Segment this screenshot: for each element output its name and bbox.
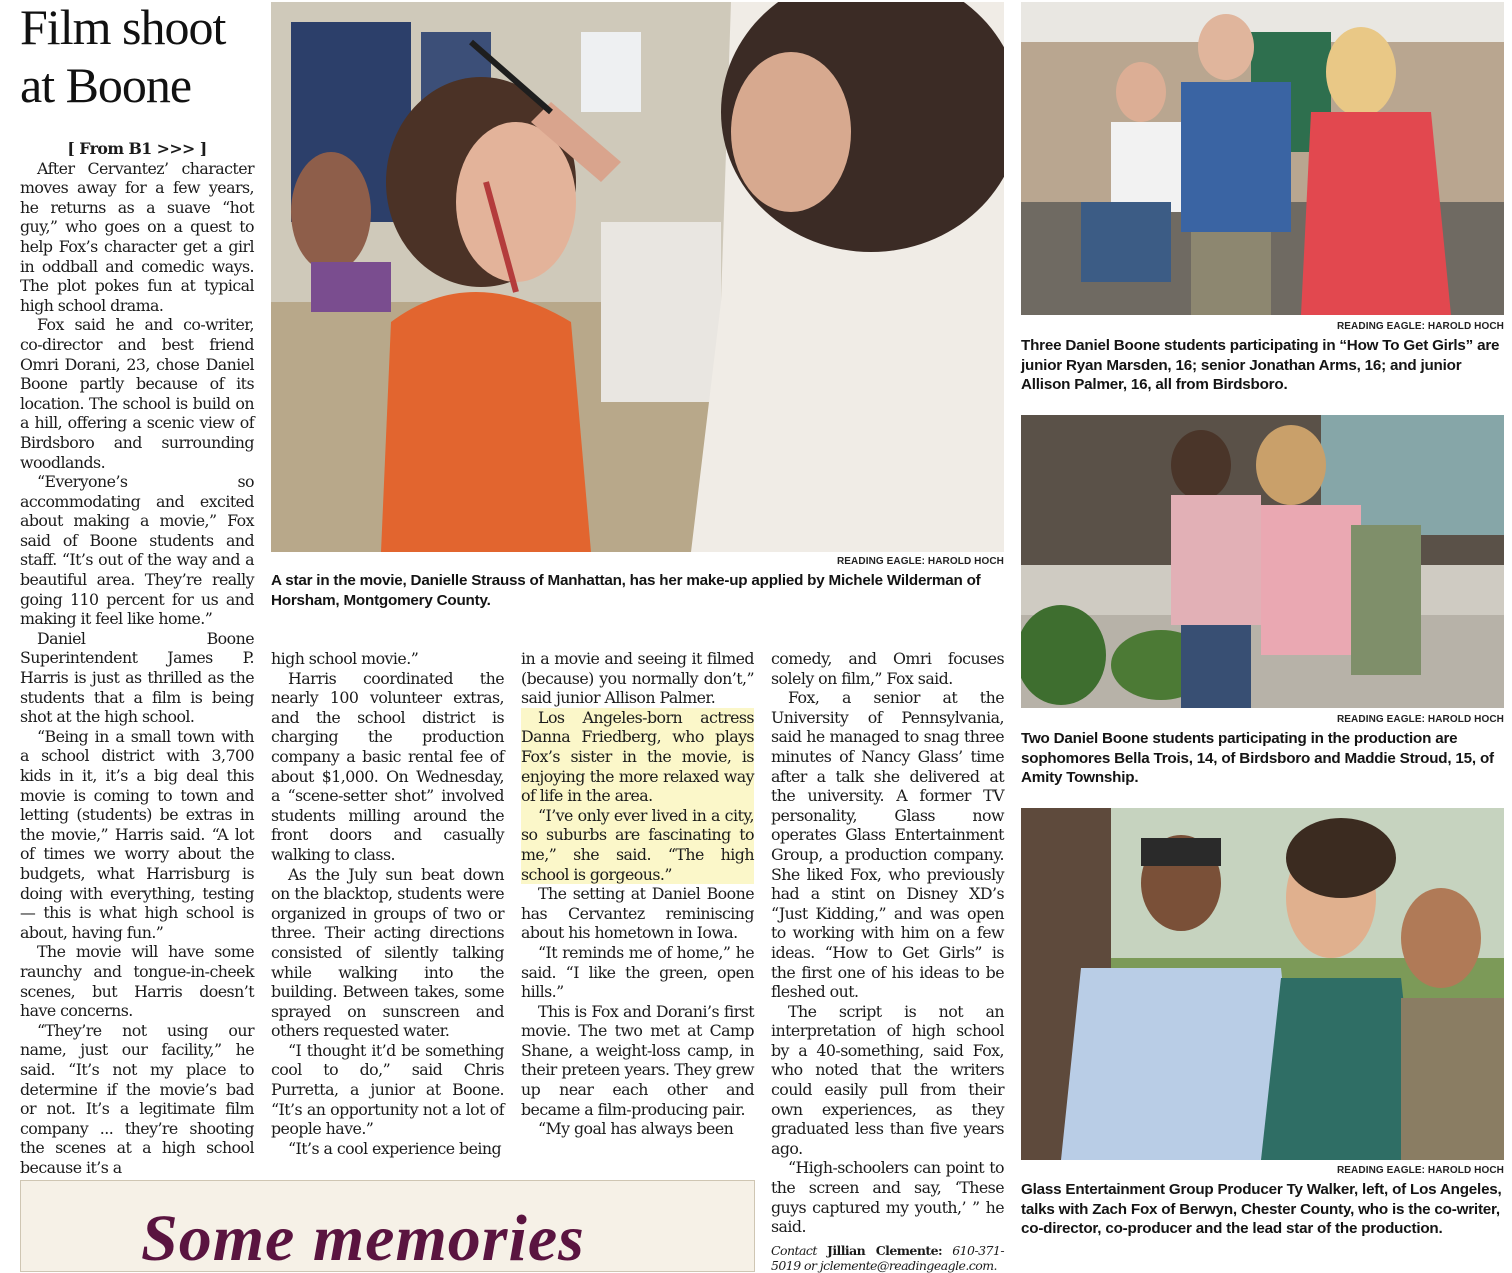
makeup-photo: [271, 2, 1004, 552]
article-column-2: [271, 649, 504, 1158]
paragraph: After Cervantez’ character moves away for a few years, he returns as a suave “hot guy,” who goes on a quest to help Fox’s character get a girl in oddball and comedic ways. The plot pokes fun at typical high school drama.: [20, 158, 254, 315]
paragraph: Daniel Boone Superintendent James P. Harris is just as thrilled as the students that a film is being shot at the high school.: [20, 628, 254, 727]
paragraph: “I thought it’d be something cool to do,” said Chris Purretta, a junior at Boone. “It’s an opportunity not a lot of people have.”: [271, 1040, 504, 1139]
contact-name: Jillian Clemente:: [826, 1242, 943, 1258]
photo-credit: READING EAGLE: HAROLD HOCH: [1336, 1165, 1504, 1176]
paragraph: “Everyone’s so accommodating and excited about making a movie,” Fox said of Boone students and staff. “It’s out of the way and a beautiful area. They’re really going 110 percent for us and making it feel like home.”: [20, 472, 254, 629]
highlighted-quote: [521, 708, 754, 884]
article-column-4: [771, 649, 1004, 1273]
headline: [20, 0, 265, 114]
makeup-photo-image: [271, 2, 1004, 552]
article-column-1: [20, 139, 254, 1177]
paragraph: Fox said he and co-writer, co-director and best friend Omri Dorani, 23, chose Daniel Boone partly because of its location. The school is build on a hill, offering a scenic view of Birdsboro and surrounding woodlands.: [20, 315, 254, 472]
paragraph: “My goal has always been: [538, 1119, 734, 1139]
jump-line: [ From B1 >>> ]: [67, 139, 207, 158]
photo-caption: Three Daniel Boone students participating in “How To Get Girls” are junior Ryan Marsden, 16; senior Jonathan Arms, 16; and junior Allison Palmer, 16, all from Birdsboro.: [1021, 337, 1500, 393]
photo-credit: READING EAGLE: HAROLD HOCH: [836, 556, 1004, 567]
paragraph: As the July sun beat down on the blacktop, students were organized in groups of two or three. Their acting directions consisted of silently talking while walking into the building. Between takes, some sprayed on sunscreen and others requested water.: [271, 864, 504, 1041]
paragraph: This is Fox and Dorani’s first movie. The two met at Camp Shane, a weight-loss camp, in their preteen years. They grew up near each other and became a film-producing pair.: [521, 1001, 754, 1119]
paragraph: The setting at Daniel Boone has Cervantez reminiscing about his hometown in Iowa.: [521, 884, 754, 943]
article-column-3: [521, 649, 754, 1139]
producer-photo: [1021, 808, 1504, 1160]
paragraph: Fox, a senior at the University of Pennsylvania, said he managed to snag three minutes of Nancy Glass’ time after a talk she delivered at the university. A former TV personality, Glass now operates Glass Entertainment Group, a production company. She liked Fox, who previously had a stint on Disney XD’s “Just Kidding,” and was open to working with him on a few ideas. “How to Get Girls” is the first one of his ideas to be fleshed out.: [771, 688, 1004, 1002]
students-photo-2: [1021, 415, 1504, 708]
photo-credit: READING EAGLE: HAROLD HOCH: [1336, 321, 1504, 332]
paragraph: in a movie and seeing it filmed (because) you normally don’t,” said junior Allison Palmer.: [521, 649, 754, 708]
paragraph: The movie will have some raunchy and tongue-in-cheek scenes, but Harris doesn’t have concerns.: [20, 942, 254, 1021]
headline-line-1: Film shoot: [20, 0, 226, 55]
headline-line-2: at Boone: [20, 57, 192, 113]
paragraph: Los Angeles-born actress Danna Friedberg, who plays Fox’s sister in the movie, is enjoying the more relaxed way of life in the area.: [521, 707, 754, 806]
students-photo-2-image: [1021, 415, 1504, 708]
paragraph: “High-schoolers can point to the screen and say, ‘These guys captured my youth,’ ” he said.: [771, 1158, 1004, 1237]
students-photo-1-image: [1021, 2, 1504, 315]
photo-caption: Glass Entertainment Group Producer Ty Walker, left, of Los Angeles, talks with Zach Fox of Berwyn, Chester County, who is the co-writer, co-director, co-producer and the lead star of the production.: [1021, 1181, 1502, 1237]
paragraph: Harris coordinated the nearly 100 volunteer extras, and the school district is charging the production company a basic rental fee of about $1,000. On Wednesday, a “scene-setter shot” involved students milling around the front doors and casually walking to class.: [271, 668, 504, 864]
paragraph: “It reminds me of home,” he said. “I like the green, open hills.”: [521, 942, 754, 1002]
photo-caption: Two Daniel Boone students participating in the production are sophomores Bella Trois, 14, of Birdsboro and Maddie Stroud, 15, of Amity Township.: [1021, 730, 1494, 786]
photo-credit: READING EAGLE: HAROLD HOCH: [1336, 714, 1504, 725]
paragraph: comedy, and Omri focuses solely on film,” Fox said.: [771, 649, 1004, 688]
paragraph: “I’ve only ever lived in a city, so suburbs are fascinating to me,” she said. “The high school is gorgeous.”: [521, 805, 754, 884]
advertisement: [20, 1180, 755, 1272]
paragraph: high school movie.”: [271, 649, 419, 668]
paragraph: “They’re not using our name, just our facility,” he said. “It’s not my place to determine if the movie’s bad or not. It’s a legitimate film company ... they’re shooting the scenes at a high school because it’s a: [20, 1020, 254, 1177]
contact-label: Contact: [771, 1242, 817, 1258]
photo-caption: A star in the movie, Danielle Strauss of Manhattan, has her make-up applied by Michele Wilderman of Horsham, Montgomery County.: [271, 572, 981, 609]
contact-details: 610-371-5019 or jclemente@readingeagle.com.: [771, 1242, 1004, 1273]
contact-line: [771, 1243, 1004, 1273]
students-photo-1: [1021, 2, 1504, 315]
paragraph: The script is not an interpretation of high school by a 40-something, said Fox, who noted that the writers could easily pull from their own experiences, as they graduated less than five years ago.: [771, 1001, 1004, 1158]
producer-photo-image: [1021, 808, 1504, 1160]
paragraph: “Being in a small town with a school district with 3,700 kids in it, it’s a big deal this movie is coming to town and letting (students) be extras in the movie,” Harris said. “A lot of times we worry about the budgets, what Harrisburg is doing with everything, testing — this is what high school is about, having fun.”: [20, 726, 254, 942]
advertisement-text: Some memories: [141, 1202, 585, 1272]
paragraph: “It’s a cool experience being: [288, 1138, 502, 1158]
